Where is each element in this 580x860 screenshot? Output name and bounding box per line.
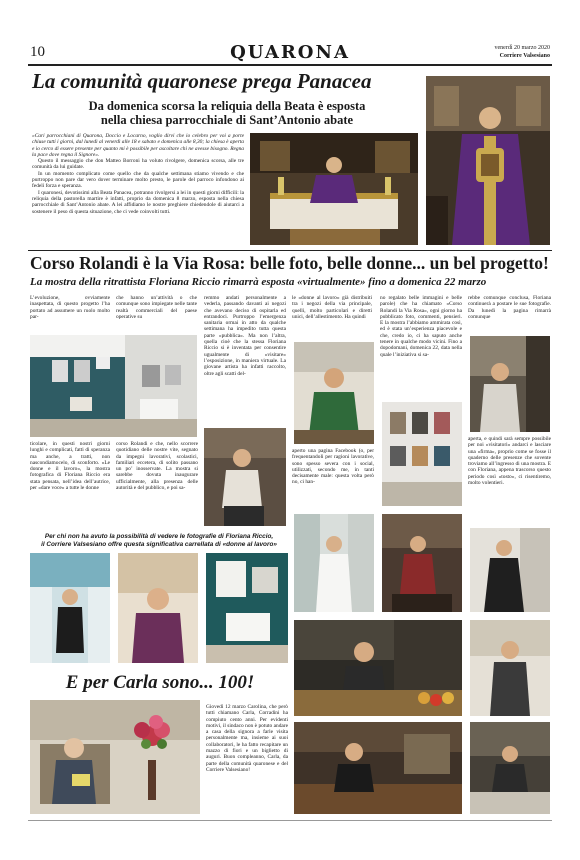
footer-rule (28, 820, 552, 821)
article1-headline: La comunità quaronese prega Panacea (32, 69, 372, 93)
photo-woman-shop-2 (382, 514, 462, 612)
photo-woman-pharmacy (30, 553, 110, 663)
photo-caption (30, 533, 288, 549)
photo-gallery-wall (382, 402, 462, 506)
article1-paragraph: I quaronesi, devotissimi alla Beata Panacea, potranno rivolgersi a lei in questi giorni difficili: la reliquia della pastorella martire è infatti, proprio da domenica 8 marzo, esposta nella chiesa parrocchiale di Sant’Antonio abate. A lei affidiamo le nostre preghiere chiedendole di aiutarci a sostenere il peso di questa situazione, che ci vede coinvolti tutti. (32, 189, 244, 215)
article1-paragraph: «Cari parrocchiani di Quarona, Doccio e Locarno, voglio dirvi che io celebro per voi a porte chiuse tutti i giorni, dal lunedì al venerdì alle 18 e sabato e domenica alle 8,30; la chiesa è aperta e io cerco di essere presente per quanto mi è possibile per ascoltare chi ne avesse bisogno. Regna la pace dove regna il Signore». (32, 133, 244, 158)
photo-priest-altar (250, 133, 418, 245)
article1-subhead-line2: nella chiesa parrocchiale di Sant’Antonio abate (100, 113, 354, 127)
photo-woman-shop-1 (470, 336, 550, 432)
page-number: 10 (30, 44, 45, 60)
article2-col2-bottom: corso Rolandi e che, nello scorrere quotidiano delle nostre vite, segnato da impegni lavorativi, scolastici, familiari eccetera, di solito passano un po’ inosservate. La mostra si sarebbe dovuta inaugurare ufficialmente, alla presenza delle autorità e del pubblico, e poi sa- (116, 441, 198, 492)
photo-carla-birthday (30, 700, 200, 814)
photo-pharmacist (294, 514, 374, 612)
photo-woman-boutique (470, 620, 550, 716)
header-rule (28, 64, 552, 66)
article1-paragraph: Questo il messaggio che don Matteo Borroni ha voluto rivolgere, domenica scorsa, alle tre comunità da lui guidate. (32, 158, 244, 171)
article2-col4-bottom: aperto una pagina Facebook (o, per frequentandoli per ragioni lavorative, sono spesso severa con i social, utilizzati, secondo me, in tanti decisamente male: questa volta però no, ci han- (292, 448, 374, 486)
photo-woman-bar (294, 722, 462, 814)
article2-col5: no regalato belle immagini e belle parole) che ha chiamato «Corso Rolandi la Via Rosa», ogni giorno ha pubblicato foto, commenti, pensieri. E la mostra l’abbiamo ammirata così, ed è stata un’esperienza piacevole e che, credo io, ci ha saputo anche tenere in qualche modo vicini. Fino a dopodomani, domenica 22, data nella quale l’iniziativa si sa- (380, 295, 462, 358)
photo-woman-desk (470, 722, 550, 814)
article2-col2-top: che hanno un’attività o che comunque sono impiegate nelle tante realtà commerciali del paese operative su (116, 295, 197, 320)
caption-line1: Per chi non ha avuto la possibilità di vedere le fotografie di Floriana Riccio, (44, 533, 274, 540)
article2-col1-top: L’evoluzione, ovviamente inaspettata, di questo progetto l’ha portato ad assumere un ruolo molto par- (30, 295, 110, 320)
photo-man-green-sweater (294, 342, 374, 444)
article2-col1-bottom: ticolare, in questi nostri giorni lunghi e complicati, fatti di speranza ma anche, a tratti, non nascondiamocelo, di sconforto. «Le donne e il lavoro», la mostra fotografica di Floriana Riccio era stata pensata, nell’idea dell’autrice, per «dare voce» a tutte le donne (30, 441, 110, 492)
photo-woman-smiling (118, 553, 198, 663)
photo-frames-window (206, 553, 288, 663)
photo-exhibition-room (30, 335, 197, 437)
photo-priest-reliquary (426, 76, 550, 245)
article1-paragraph: In un momento complicato come quello che da qualche settimana stiamo vivendo e che purtroppo non pare dar vero dover terminare molto presto, le parole del parroco infondono ai fedeli forza e speranza. (32, 170, 244, 190)
article2-headline: Corso Rolandi è la Via Rosa: belle foto, belle donne... un bel progetto! (30, 253, 549, 273)
article2-col4-top: le «donne al lavoro» già distribuiti tra i negozi della via principale, quelli, molto particolari e diretti unici, dell’allestimento. Ha quindi (292, 295, 372, 320)
section-divider (28, 250, 552, 251)
newspaper-name: Corriere Valsesiano (499, 53, 550, 59)
article3-headline: E per Carla sono... 100! (65, 672, 255, 693)
issue-date: venerdì 20 marzo 2020 (494, 45, 550, 51)
article2-subhead: La mostra della ritrattista Floriana Riccio rimarrà esposta «virtualmente» fino a domenica 22 marzo (30, 276, 487, 288)
article1-body (32, 133, 244, 243)
article1-subhead (32, 99, 422, 127)
article2-col6-top: rebbe comunque conclusa, Floriana continuerà a postare le sue fotografie. Da lunedì la pagina rimarrà comunque (468, 295, 551, 320)
photo-man-counter (294, 620, 462, 716)
article1-subhead-line1: Da domenica scorsa la reliquia della Beata è esposta (88, 99, 366, 113)
section-title: QUARONA (230, 42, 350, 63)
article2-col6-bottom: aperta, e quindi sarà sempre possibile per noi «visitatori» andarci e lasciare una «firma», proprio come se fosse il quaderno delle presenze che sovente troviamo all’ingresso di una mostra. E con Floriana, appena trascorso questo periodo così «tosto», ci risentiremo, molto volentieri. (468, 436, 551, 487)
article3-body: Giovedì 12 marzo Carolina, che però tutti chiamano Carla, Corradini ha compiuto cento anni. Per evidenti motivi, il sindaco non è potuto andare a casa della signora a farle visita personalmente ma, insieme ai suoi collaboratori, le ha fatto recapitare un mazzo di fiori e un biglietto di auguri. Buon compleanno, Carla, da parte della comunità quaronese e del Corriere Valsesiano! (206, 704, 288, 773)
caption-line2: il Corriere Valsesiano offre questa significativa carrellata di «donne al lavoro» (41, 541, 277, 548)
photo-woman-seated (204, 428, 286, 526)
article2-col3: remmo andati personalmente a vederla, passando davanti ai negozi che avevano deciso di ospitarla ed entrandoci. Purtroppo l’emergenza sanitaria ormai in atto da qualche settimana ha impedito tutta questa parte «pubblica». Ma non l’altra, quella cioè che la stessa Floriana Riccio si è inventata per consentire ugualmente di «visitare» l’esposizione, in maniera virtuale. La giovane artista ha infatti raccolto, oltre agli scatti del- (204, 295, 286, 377)
photo-woman-black-dress (470, 528, 550, 612)
